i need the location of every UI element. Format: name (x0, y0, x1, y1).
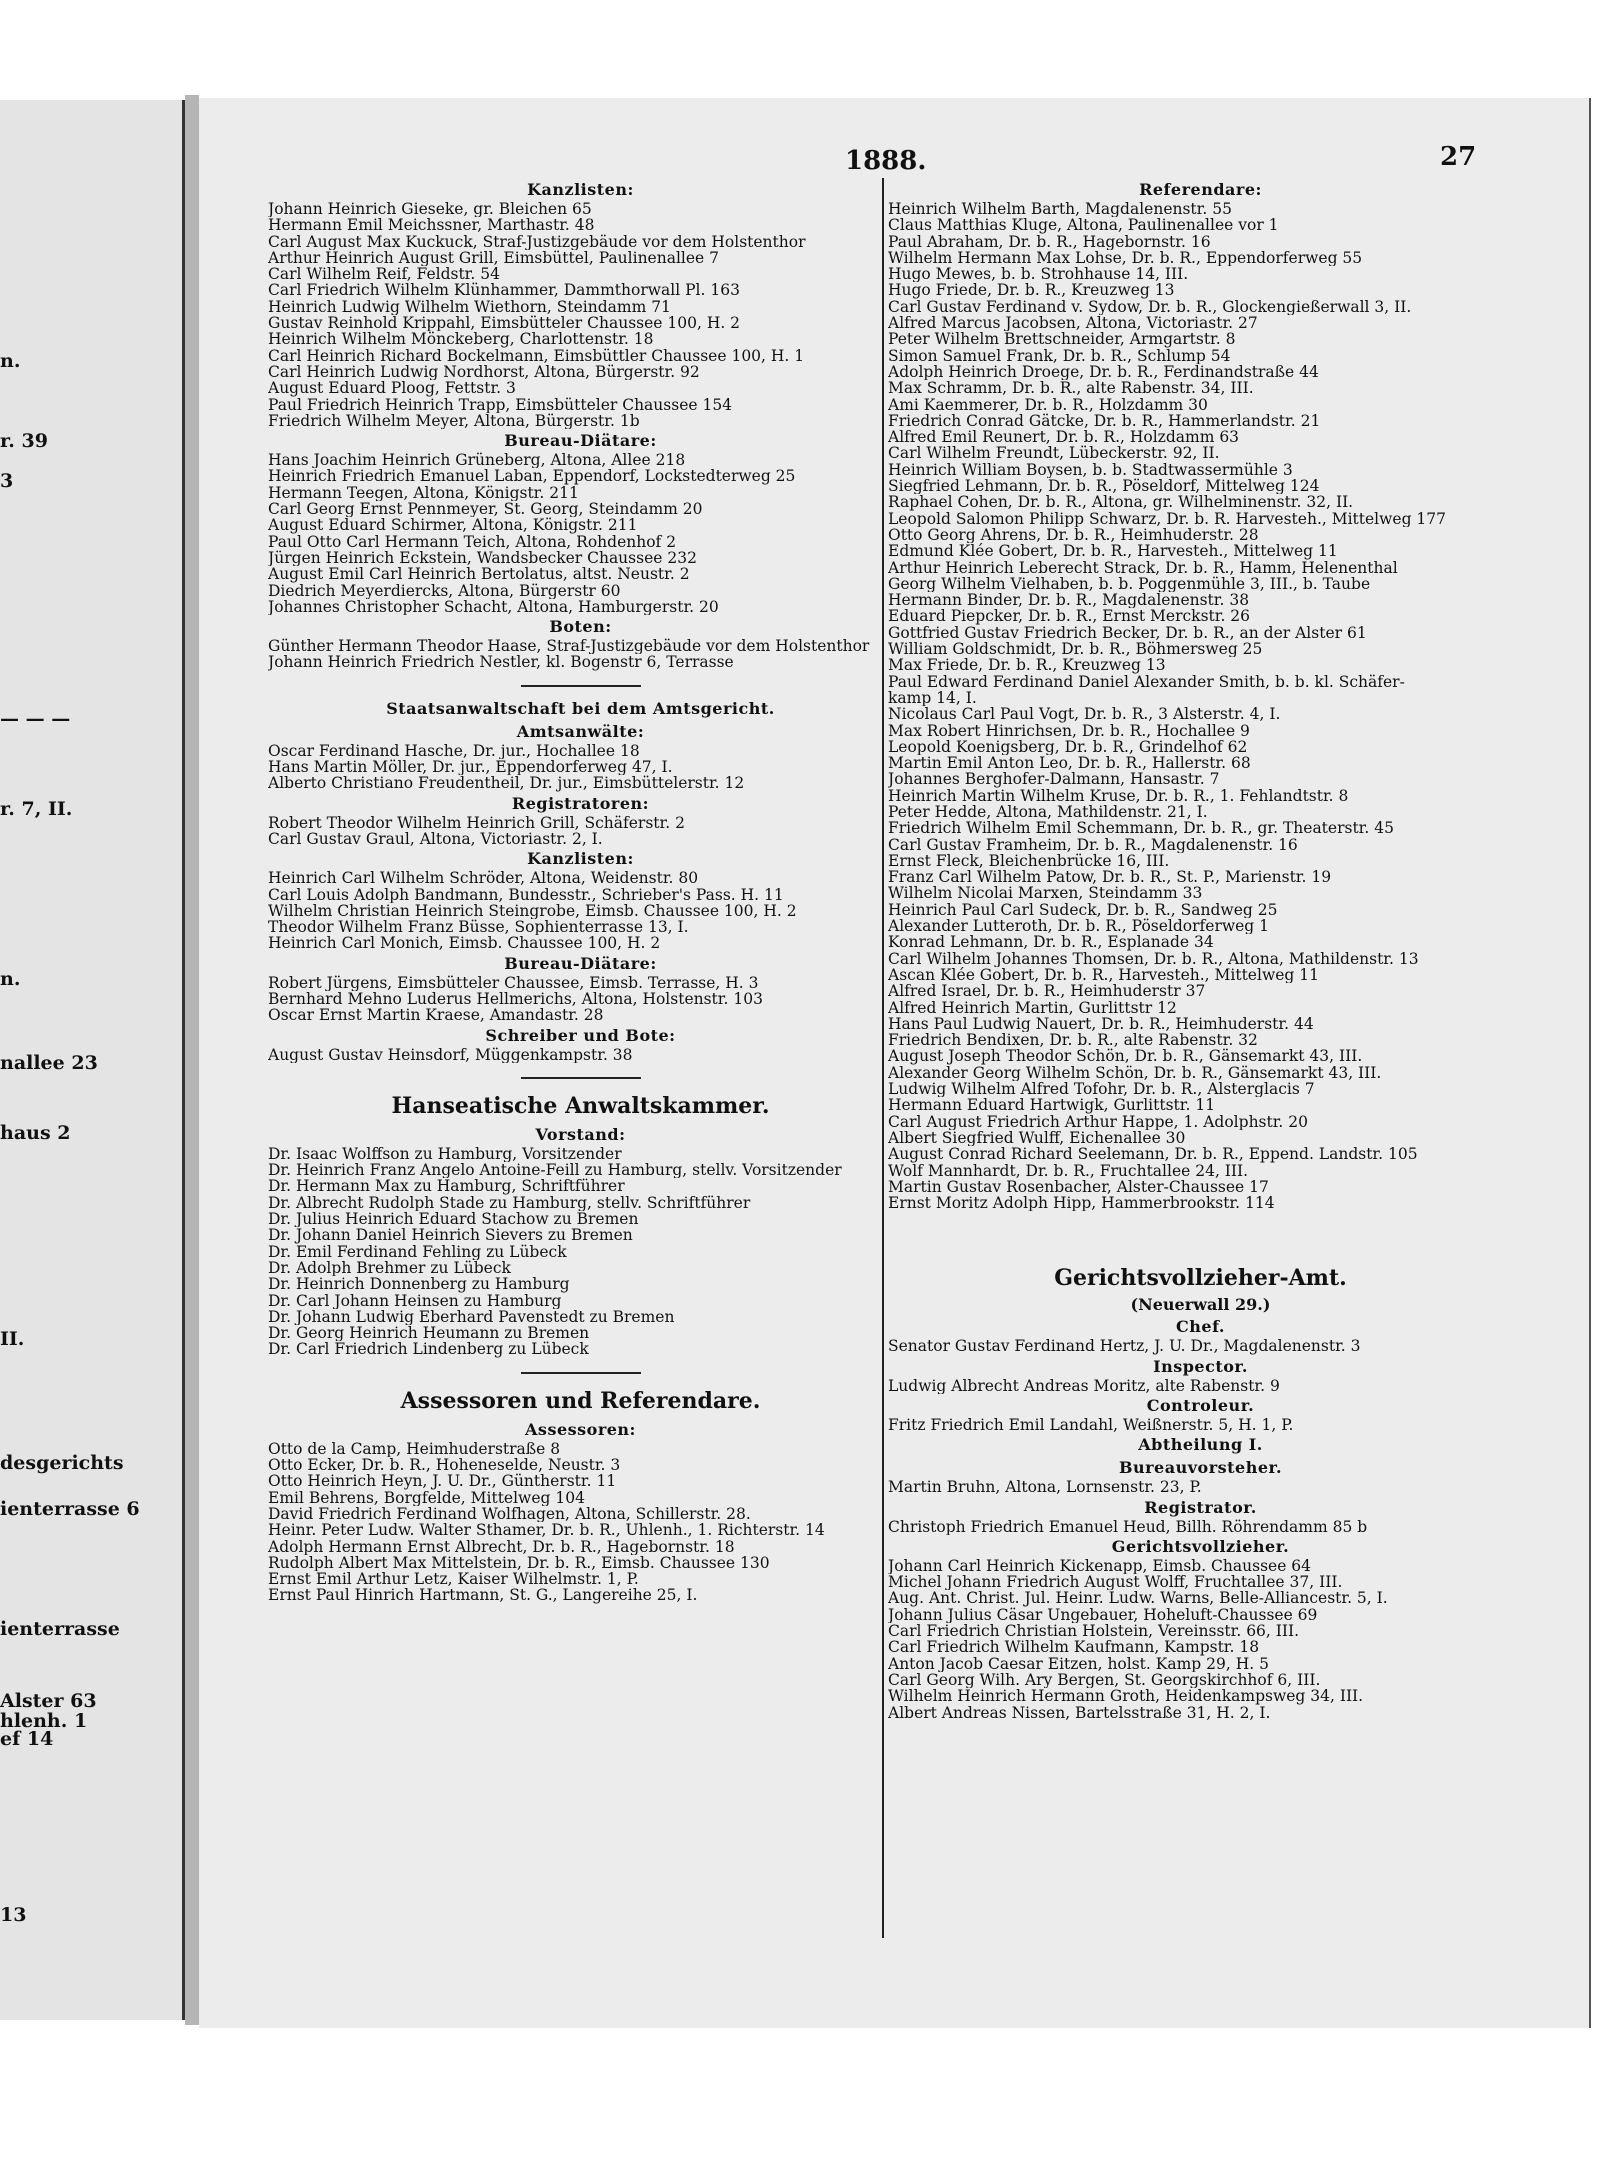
section-heading: Bureau-Diätare: (504, 953, 657, 973)
directory-entry: August Eduard Ploog, Fettstr. 3 (268, 380, 516, 397)
section-heading: Boten: (549, 617, 612, 637)
directory-entry: Nicolaus Carl Paul Vogt, Dr. b. R., 3 Alsterstr. 4, I. (888, 706, 1281, 723)
directory-entry: Otto de la Camp, Heimhuderstraße 8 (268, 1440, 561, 1458)
directory-entry: Paul Abraham, Dr. b. R., Hagebornstr. 16 (888, 233, 1211, 250)
directory-entry: Carl Heinrich Richard Bockelmann, Eimsbüttler Chaussee 100, H. 1 (268, 347, 805, 364)
directory-entry: Alexander Lutteroth, Dr. b. R., Pöseldorferweg 1 (888, 918, 1269, 935)
directory-entry: Edmund Klée Gobert, Dr. b. R., Harvesteh., Mittelweg 11 (888, 543, 1338, 560)
directory-entry: Johann Heinrich Friedrich Nestler, kl. Bogenstr 6, Terrasse (268, 654, 734, 671)
left-page-text-fragment: nallee 23 (0, 1052, 98, 1074)
directory-entry: Hugo Friede, Dr. b. R., Kreuzweg 13 (888, 282, 1175, 299)
section-spacer (888, 1211, 1513, 1257)
directory-entry: Adolph Hermann Ernst Albrecht, Dr. b. R., Hagebornstr. 18 (268, 1538, 735, 1555)
section-title: Gerichtsvollzieher-Amt. (1054, 1265, 1347, 1292)
directory-entry: Arthur Heinrich August Grill, Eimsbüttel, Paulinenallee 7 (268, 249, 719, 267)
directory-entry: Günther Hermann Theodor Haase, Straf-Justizgebäude vor dem Holstenthor (268, 638, 870, 655)
directory-entry: Alberto Christiano Freudentheil, Dr. jur., Eimsbüttelerstr. 12 (268, 775, 745, 792)
directory-entry: Johannes Berghofer-Dalmann, Hansastr. 7 (888, 771, 1220, 788)
directory-entry: Friedrich Conrad Gätcke, Dr. b. R., Hammerlandstr. 21 (888, 412, 1321, 430)
directory-entry: Alfred Marcus Jacobsen, Altona, Victoriastr. 27 (888, 315, 1258, 332)
directory-entry: Emil Behrens, Borgfelde, Mittelweg 104 (268, 1489, 585, 1506)
directory-entry: Raphael Cohen, Dr. b. R., Altona, gr. Wilhelminenstr. 32, II. (888, 494, 1354, 511)
directory-entry: August Gustav Heinsdorf, Müggenkampstr. 38 (268, 1046, 633, 1063)
directory-entry: Otto Heinrich Heyn, J. U. Dr., Güntherstr. 11 (268, 1473, 617, 1490)
left-page-text-fragment: 3 (0, 470, 14, 492)
section-heading: Kanzlisten: (527, 849, 634, 869)
directory-entry: Leopold Koenigsberg, Dr. b. R., Grindelhof 62 (888, 738, 1248, 756)
section-heading: Registrator. (1144, 1497, 1257, 1517)
directory-entry: Heinrich Carl Monich, Eimsb. Chaussee 100, H. 2 (268, 935, 661, 952)
directory-entry: Theodor Wilhelm Franz Büsse, Sophienterrasse 13, I. (268, 919, 689, 936)
directory-entry: Carl Wilhelm Reif, Feldstr. 54 (268, 266, 500, 283)
directory-entry: Carl Georg Wilh. Ary Bergen, St. Georgskirchhof 6, III. (888, 1671, 1321, 1689)
directory-entry: Aug. Ant. Christ. Jul. Heinr. Ludw. Warns, Belle-Alliancestr. 5, I. (888, 1590, 1388, 1607)
left-page-text-fragment: — — — (0, 708, 71, 730)
directory-entry: Ludwig Wilhelm Alfred Tofohr, Dr. b. R., Alsterglacis 7 (888, 1081, 1315, 1098)
section-heading: Bureau-Diätare: (504, 431, 657, 451)
directory-entry: Wilhelm Christian Heinrich Steingrobe, Eimsb. Chaussee 100, H. 2 (268, 902, 797, 920)
section-heading: Controleur. (1146, 1396, 1255, 1415)
directory-entry: Senator Gustav Ferdinand Hertz, J. U. Dr., Magdalenenstr. 3 (888, 1338, 1361, 1355)
directory-entry: Dr. Isaac Wolffson zu Hamburg, Vorsitzender (268, 1145, 622, 1163)
directory-entry: Dr. Julius Heinrich Eduard Stachow zu Bremen (268, 1211, 639, 1228)
directory-entry: Otto Ecker, Dr. b. R., Hoheneselde, Neustr. 3 (268, 1457, 621, 1474)
directory-entry: Paul Otto Carl Hermann Teich, Altona, Rohdenhof 2 (268, 533, 677, 550)
directory-entry: Max Friede, Dr. b. R., Kreuzweg 13 (888, 657, 1166, 674)
directory-entry: Paul Friedrich Heinrich Trapp, Eimsbütteler Chaussee 154 (268, 396, 733, 413)
directory-entry: Diedrich Meyerdiercks, Altona, Bürgerstr 60 (268, 582, 621, 599)
directory-entry: Oscar Ferdinand Hasche, Dr. jur., Hochallee 18 (268, 742, 640, 760)
directory-entry: Dr. Carl Friedrich Lindenberg zu Lübeck (268, 1341, 589, 1358)
section-heading: Gerichtsvollzieher. (1111, 1536, 1290, 1556)
directory-entry: Claus Matthias Kluge, Altona, Paulinenallee vor 1 (888, 217, 1279, 234)
book-gutter (185, 95, 199, 2025)
left-page-text-fragment: Alster 63 (0, 1690, 97, 1712)
section-heading: Inspector. (1153, 1356, 1248, 1376)
section-title: Assessoren und Referendare. (400, 1387, 761, 1414)
left-page-text-fragment: 13 (0, 1904, 27, 1926)
directory-entry: Siegfried Lehmann, Dr. b. R., Pöseldorf, Mittelweg 124 (888, 478, 1320, 495)
directory-entry: Wilhelm Heinrich Hermann Groth, Heidenkampsweg 34, III. (888, 1688, 1364, 1705)
directory-entry: Martin Emil Anton Leo, Dr. b. R., Hallerstr. 68 (888, 755, 1251, 772)
directory-entry: Friedrich Wilhelm Meyer, Altona, Bürgerstr. 1b (268, 412, 640, 430)
directory-entry: Wolf Mannhardt, Dr. b. R., Fruchtallee 24, III. (888, 1162, 1249, 1179)
directory-entry: Albert Andreas Nissen, Bartelsstraße 31, H. 2, I. (888, 1704, 1271, 1721)
directory-entry: Carl Gustav Ferdinand v. Sydow, Dr. b. R., Glockengießerwall 3, II. (888, 298, 1412, 316)
directory-entry: Hermann Binder, Dr. b. R., Magdalenenstr. 38 (888, 592, 1250, 609)
directory-entry: Heinrich William Boysen, b. b. Stadtwassermühle 3 (888, 461, 1293, 479)
directory-entry: Georg Wilhelm Vielhaben, b. b. Poggenmühle 3, III., b. Taube (888, 575, 1371, 593)
directory-entry: Dr. Georg Heinrich Heumann zu Bremen (268, 1325, 590, 1342)
directory-entry: Ernst Emil Arthur Letz, Kaiser Wilhelmstr. 1, P. (268, 1571, 639, 1588)
directory-entry: Carl Gustav Framheim, Dr. b. R., Magdalenenstr. 16 (888, 836, 1298, 853)
directory-entry: Franz Carl Wilhelm Patow, Dr. b. R., St. P., Marienstr. 19 (888, 869, 1332, 886)
directory-entry: Carl Friedrich Wilhelm Klünhammer, Dammthorwall Pl. 163 (268, 282, 740, 299)
directory-entry: Ernst Paul Hinrich Hartmann, St. G., Langereihe 25, I. (268, 1587, 698, 1604)
directory-entry: Dr. Emil Ferdinand Fehling zu Lübeck (268, 1243, 567, 1260)
directory-entry: Johann Heinrich Gieseke, gr. Bleichen 65 (268, 201, 592, 218)
directory-entry: Heinr. Peter Ludw. Walter Sthamer, Dr. b. R., Uhlenh., 1. Richterstr. 14 (268, 1522, 825, 1539)
left-page-text-fragment: r. 39 (0, 430, 48, 452)
directory-entry: Ami Kaemmerer, Dr. b. R., Holzdamm 30 (888, 396, 1208, 413)
directory-entry: Anton Jacob Caesar Eitzen, holst. Kamp 29, H. 5 (888, 1655, 1269, 1672)
directory-entry: Max Schramm, Dr. b. R., alte Rabenstr. 34, III. (888, 380, 1254, 397)
left-page-text-fragment: II. (0, 1328, 25, 1350)
section-subtitle: (Neuerwall 29.) (1130, 1295, 1271, 1315)
directory-entry: Heinrich Wilhelm Mönckeberg, Charlottenstr. 18 (268, 331, 654, 348)
directory-entry: kamp 14, I. (888, 689, 977, 707)
directory-entry: Johannes Christopher Schacht, Altona, Hamburgerstr. 20 (268, 598, 719, 616)
directory-entry: August Conrad Richard Seelemann, Dr. b. R., Eppend. Landstr. 105 (888, 1146, 1418, 1163)
directory-entry: Wilhelm Hermann Max Lohse, Dr. b. R., Eppendorferweg 55 (888, 249, 1363, 267)
directory-entry: Leopold Salomon Philipp Schwarz, Dr. b. R. Harvesteh., Mittelweg 177 (888, 510, 1447, 527)
directory-entry: Hugo Mewes, b. b. Strohhause 14, III. (888, 266, 1189, 283)
directory-entry: Otto Georg Ahrens, Dr. b. R., Heimhuderstr. 28 (888, 526, 1259, 544)
directory-entry: Carl August Max Kuckuck, Straf-Justizgebäude vor dem Holstenthor (268, 233, 806, 250)
directory-entry: August Joseph Theodor Schön, Dr. b. R., Gänsemarkt 43, III. (888, 1048, 1363, 1065)
directory-entry: Fritz Friedrich Emil Landahl, Weißnerstr. 5, H. 1, P. (888, 1417, 1294, 1434)
directory-entry: Rudolph Albert Max Mittelstein, Dr. b. R., Eimsb. Chaussee 130 (268, 1554, 770, 1572)
directory-entry: Alfred Heinrich Martin, Gurlittstr 12 (888, 999, 1177, 1016)
directory-entry: Dr. Carl Johann Heinsen zu Hamburg (268, 1292, 562, 1309)
directory-entry: Bernhard Mehno Luderus Hellmerichs, Altona, Holstenstr. 103 (268, 990, 763, 1008)
directory-entry: Adolph Heinrich Droege, Dr. b. R., Ferdinandstraße 44 (888, 363, 1319, 381)
directory-entry: Hermann Teegen, Altona, Königstr. 211 (268, 484, 579, 502)
directory-entry: Gustav Reinhold Krippahl, Eimsbütteler Chaussee 100, H. 2 (268, 315, 741, 332)
directory-entry: Eduard Piepcker, Dr. b. R., Ernst Merckstr. 26 (888, 608, 1251, 625)
directory-entry: Heinrich Wilhelm Barth, Magdalenenstr. 55 (888, 201, 1232, 218)
left-page-text-fragment: ienterrasse (0, 1618, 120, 1640)
section-heading: Chef. (1176, 1317, 1225, 1337)
section-heading: Assessoren: (525, 1419, 636, 1439)
section-title: Hanseatische Anwaltskammer. (391, 1092, 770, 1119)
directory-entry: Ascan Klée Gobert, Dr. b. R., Harvesteh., Mittelweg 11 (888, 966, 1319, 984)
section-heading: Staatsanwaltschaft bei dem Amtsgericht. (386, 698, 775, 718)
directory-entry: Alfred Israel, Dr. b. R., Heimhuderstr 37 (888, 983, 1206, 1000)
directory-entry: Carl Friedrich Christian Holstein, Vereinsstr. 66, III. (888, 1623, 1300, 1640)
directory-entry: David Friedrich Ferdinand Wolfhagen, Altona, Schillerstr. 28. (268, 1505, 751, 1523)
directory-entry: Peter Wilhelm Brettschneider, Armgartstr. 8 (888, 331, 1236, 348)
section-heading: Schreiber und Bote: (485, 1025, 676, 1045)
directory-entry: Carl Friedrich Wilhelm Kaufmann, Kampstr. 18 (888, 1639, 1260, 1656)
left-page-text-fragment: ef 14 (0, 1728, 54, 1750)
directory-entry: Heinrich Ludwig Wilhelm Wiethorn, Steindamm 71 (268, 298, 671, 316)
directory-entry: Johann Carl Heinrich Kickenapp, Eimsb. Chaussee 64 (888, 1557, 1312, 1575)
directory-entry: Dr. Heinrich Franz Angelo Antoine-Feill zu Hamburg, stellv. Vorsitzender (268, 1162, 842, 1179)
directory-entry: Carl Louis Adolph Bandmann, Bundesstr., Schrieber's Pass. H. 11 (268, 886, 784, 903)
right-column (888, 178, 1513, 1721)
section-heading: Referendare: (1139, 180, 1262, 199)
directory-entry: Dr. Hermann Max zu Hamburg, Schriftführer (268, 1178, 625, 1195)
directory-entry: Alfred Emil Reunert, Dr. b. R., Holzdamm 63 (888, 429, 1240, 446)
directory-entry: Jürgen Heinrich Eckstein, Wandsbecker Chaussee 232 (268, 549, 697, 567)
directory-entry: Peter Hedde, Altona, Mathildenstr. 21, I. (888, 803, 1208, 821)
directory-entry: Carl Wilhelm Freundt, Lübeckerstr. 92, II. (888, 445, 1220, 462)
directory-entry: Hermann Emil Meichssner, Marthastr. 48 (268, 217, 595, 234)
section-heading: Vorstand: (535, 1124, 626, 1144)
directory-entry: August Eduard Schirmer, Altona, Königstr. 211 (268, 517, 638, 534)
directory-entry: Carl August Friedrich Arthur Happe, 1. Adolphstr. 20 (888, 1113, 1309, 1130)
directory-entry: Alexander Georg Wilhelm Schön, Dr. b. R., Gänsemarkt 43, III. (888, 1064, 1382, 1082)
section-rule (521, 1077, 641, 1079)
section-heading: Abtheilung I. (1138, 1435, 1263, 1455)
left-page-text-fragment: n. (0, 350, 21, 372)
left-page-text-fragment: n. (0, 968, 21, 990)
directory-entry: Ernst Moritz Adolph Hipp, Hammerbrookstr. 114 (888, 1195, 1275, 1212)
directory-entry: Christoph Friedrich Emanuel Heud, Billh. Röhrendamm 85 b (888, 1518, 1368, 1535)
directory-entry: Carl Heinrich Ludwig Nordhorst, Altona, Bürgerstr. 92 (268, 363, 700, 381)
directory-entry: Gottfried Gustav Friedrich Becker, Dr. b. R., an der Alster 61 (888, 624, 1367, 642)
directory-entry: Arthur Heinrich Leberecht Strack, Dr. b. R., Hamm, Helenenthal (888, 559, 1398, 576)
directory-entry: Johann Julius Cäsar Ungebauer, Hoheluft-Chaussee 69 (888, 1606, 1318, 1624)
directory-entry: Heinrich Friedrich Emanuel Laban, Eppendorf, Lockstedterweg 25 (268, 468, 796, 485)
directory-entry: Carl Gustav Graul, Altona, Victoriastr. 2, I. (268, 830, 603, 848)
left-page-fragment (0, 100, 185, 2020)
section-heading: Amtsanwälte: (516, 721, 645, 741)
left-page-text-fragment: desgerichts (0, 1452, 124, 1474)
directory-entry: Friedrich Bendixen, Dr. b. R., alte Rabenstr. 32 (888, 1032, 1258, 1049)
directory-entry: Ernst Fleck, Bleichenbrücke 16, III. (888, 852, 1170, 870)
page-number: 27 (1440, 142, 1477, 172)
directory-entry: Dr. Johann Ludwig Eberhard Pavenstedt zu Bremen (268, 1308, 675, 1326)
left-page-text-fragment: haus 2 (0, 1122, 71, 1144)
directory-entry: Carl Wilhelm Johannes Thomsen, Dr. b. R., Altona, Mathildenstr. 13 (888, 950, 1419, 967)
directory-entry: August Emil Carl Heinrich Bertolatus, altst. Neustr. 2 (268, 566, 690, 583)
directory-entry: Paul Edward Ferdinand Daniel Alexander Smith, b. b. kl. Schäfer- (888, 673, 1405, 690)
directory-entry: Robert Jürgens, Eimsbütteler Chaussee, Eimsb. Terrasse, H. 3 (268, 974, 759, 991)
directory-entry: Heinrich Martin Wilhelm Kruse, Dr. b. R., 1. Fehlandtstr. 8 (888, 787, 1349, 804)
directory-entry: Simon Samuel Frank, Dr. b. R., Schlump 54 (888, 347, 1231, 364)
left-page-text-fragment: ienterrasse 6 (0, 1498, 140, 1520)
left-page-text-fragment: r. 7, II. (0, 798, 73, 820)
directory-entry: Oscar Ernst Martin Kraese, Amandastr. 28 (268, 1007, 604, 1024)
directory-entry: Michel Johann Friedrich August Wolff, Fruchtallee 37, III. (888, 1574, 1343, 1591)
directory-entry: Dr. Heinrich Donnenberg zu Hamburg (268, 1276, 570, 1293)
directory-entry: Friedrich Wilhelm Emil Schemmann, Dr. b. R., gr. Theaterstr. 45 (888, 820, 1394, 837)
directory-entry: Carl Georg Ernst Pennmeyer, St. Georg, Steindamm 20 (268, 501, 703, 518)
directory-entry: Heinrich Paul Carl Sudeck, Dr. b. R., Sandweg 25 (888, 901, 1278, 919)
directory-entry: Heinrich Carl Wilhelm Schröder, Altona, Weidenstr. 80 (268, 870, 699, 887)
directory-entry: Hans Martin Möller, Dr. jur., Eppendorferweg 47, I. (268, 759, 673, 776)
section-heading: Bureauvorsteher. (1118, 1458, 1283, 1478)
directory-entry: Martin Bruhn, Altona, Lornsenstr. 23, P. (888, 1479, 1202, 1496)
directory-entry: Konrad Lehmann, Dr. b. R., Esplanade 34 (888, 934, 1214, 951)
directory-entry: Dr. Johann Daniel Heinrich Sievers zu Bremen (268, 1227, 633, 1244)
directory-entry: Ludwig Albrecht Andreas Moritz, alte Rabenstr. 9 (888, 1377, 1280, 1394)
directory-entry: William Goldschmidt, Dr. b. R., Böhmersweg 25 (888, 641, 1263, 658)
directory-entry: Max Robert Hinrichsen, Dr. b. R., Hochallee 9 (888, 722, 1250, 739)
section-heading: Kanzlisten: (527, 180, 634, 199)
left-page-text-fragment: hlenh. 1 (0, 1710, 88, 1732)
directory-entry: Hermann Eduard Hartwigk, Gurlittstr. 11 (888, 1097, 1216, 1114)
directory-entry: Wilhelm Nicolai Marxen, Steindamm 33 (888, 885, 1203, 902)
directory-entry: Dr. Albrecht Rudolph Stade zu Hamburg, stellv. Schriftführer (268, 1194, 751, 1212)
page-year: 1888. (845, 146, 927, 176)
left-column (268, 178, 893, 1604)
directory-entry: Hans Joachim Heinrich Grüneberg, Altona, Allee 218 (268, 452, 686, 469)
section-heading: Registratoren: (511, 793, 650, 813)
section-rule (521, 685, 641, 687)
directory-entry: Hans Paul Ludwig Nauert, Dr. b. R., Heimhuderstr. 44 (888, 1015, 1314, 1033)
directory-entry: Dr. Adolph Brehmer zu Lübeck (268, 1259, 511, 1277)
directory-entry: Robert Theodor Wilhelm Heinrich Grill, Schäferstr. 2 (268, 814, 685, 831)
section-rule (521, 1372, 641, 1374)
directory-entry: Albert Siegfried Wulff, Eichenallee 30 (888, 1129, 1186, 1147)
directory-entry: Martin Gustav Rosenbacher, Alster-Chaussee 17 (888, 1178, 1269, 1196)
